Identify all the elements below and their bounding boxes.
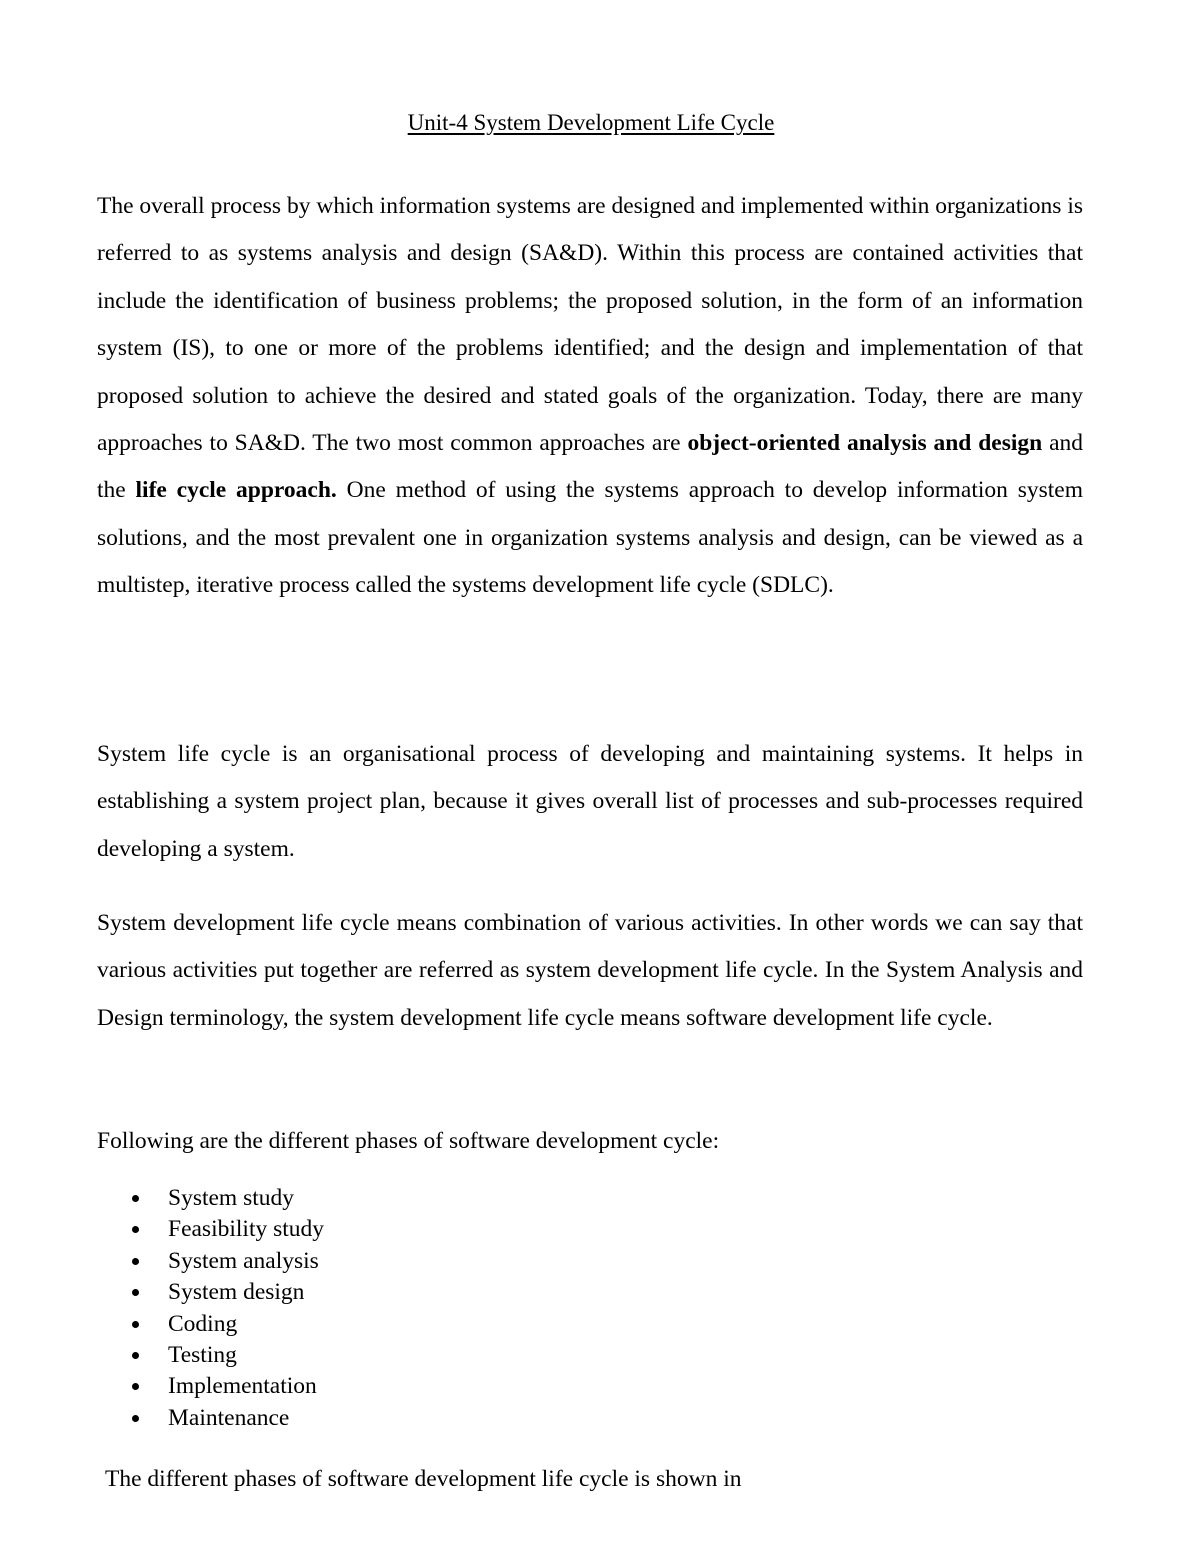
bold-term-object-oriented: object-oriented analysis and design xyxy=(687,430,1043,457)
bullet-icon xyxy=(132,1352,139,1359)
list-item-label: System design xyxy=(168,1279,305,1306)
bullet-icon xyxy=(132,1415,139,1422)
paragraph-text: One method of using the systems approach to develop information system solutions, and the most prevalent one in organization systems analysis and design, can be viewed as a multistep, iterative process called the systems development life cycle (SDLC). xyxy=(97,477,1083,599)
bold-term-life-cycle: life cycle approach. xyxy=(135,477,337,504)
list-item xyxy=(97,1246,324,1277)
list-item xyxy=(97,1183,324,1214)
list-item xyxy=(97,1214,324,1245)
paragraph-sdlc-definition: System development life cycle means combination of various activities. In other words we can say that various activities put together are referred as system development life cycle. In the System Analysis and Design terminology, the system development life cycle means software development life cycle. xyxy=(97,910,1083,1031)
list-item xyxy=(97,1340,324,1371)
bullet-icon xyxy=(132,1226,139,1233)
paragraph-phases-intro: Following are the different phases of software development cycle: xyxy=(97,1128,720,1154)
list-item-label: Coding xyxy=(168,1310,238,1337)
list-item xyxy=(97,1277,324,1308)
list-item-label: Feasibility study xyxy=(168,1216,325,1243)
list-item xyxy=(97,1309,324,1340)
paragraph-sad-overview xyxy=(97,183,1083,610)
list-item-label: Maintenance xyxy=(168,1404,290,1431)
list-item xyxy=(97,1371,324,1402)
paragraph-text: The overall process by which information systems are designed and implemented within organizations is referred to as systems analysis and design (SA&D). Within this process are contained activities that include the identification of business problems; the proposed solution, in the form of an information system (IS), to one or more of the problems identified; and the design and implementation of that proposed solution to achieve the desired and stated goals of the organization. Today, there are many approaches to SA&D. The two most common approaches are xyxy=(97,193,1083,457)
list-item-label: System study xyxy=(168,1185,295,1211)
phases-list xyxy=(97,1183,324,1434)
paragraph-text: and the xyxy=(97,430,1083,504)
bullet-icon xyxy=(132,1321,139,1328)
bullet-icon xyxy=(132,1258,139,1265)
list-item xyxy=(97,1403,324,1434)
document-title: Unit-4 System Development Life Cycle xyxy=(407,110,775,135)
list-item-label: Implementation xyxy=(168,1373,317,1400)
list-item-label: Testing xyxy=(168,1341,237,1368)
bullet-icon xyxy=(132,1383,139,1390)
paragraph-system-life-cycle: System life cycle is an organisational process of developing and maintaining systems. It helps in establishing a system project plan, because it gives overall list of processes and sub-processes required developing a system. xyxy=(97,741,1083,862)
bullet-icon xyxy=(132,1289,139,1296)
list-item-label: System analysis xyxy=(168,1247,319,1274)
paragraph-phases-figure-ref: The different phases of software development life cycle is shown in xyxy=(105,1466,742,1492)
bullet-icon xyxy=(132,1195,139,1202)
